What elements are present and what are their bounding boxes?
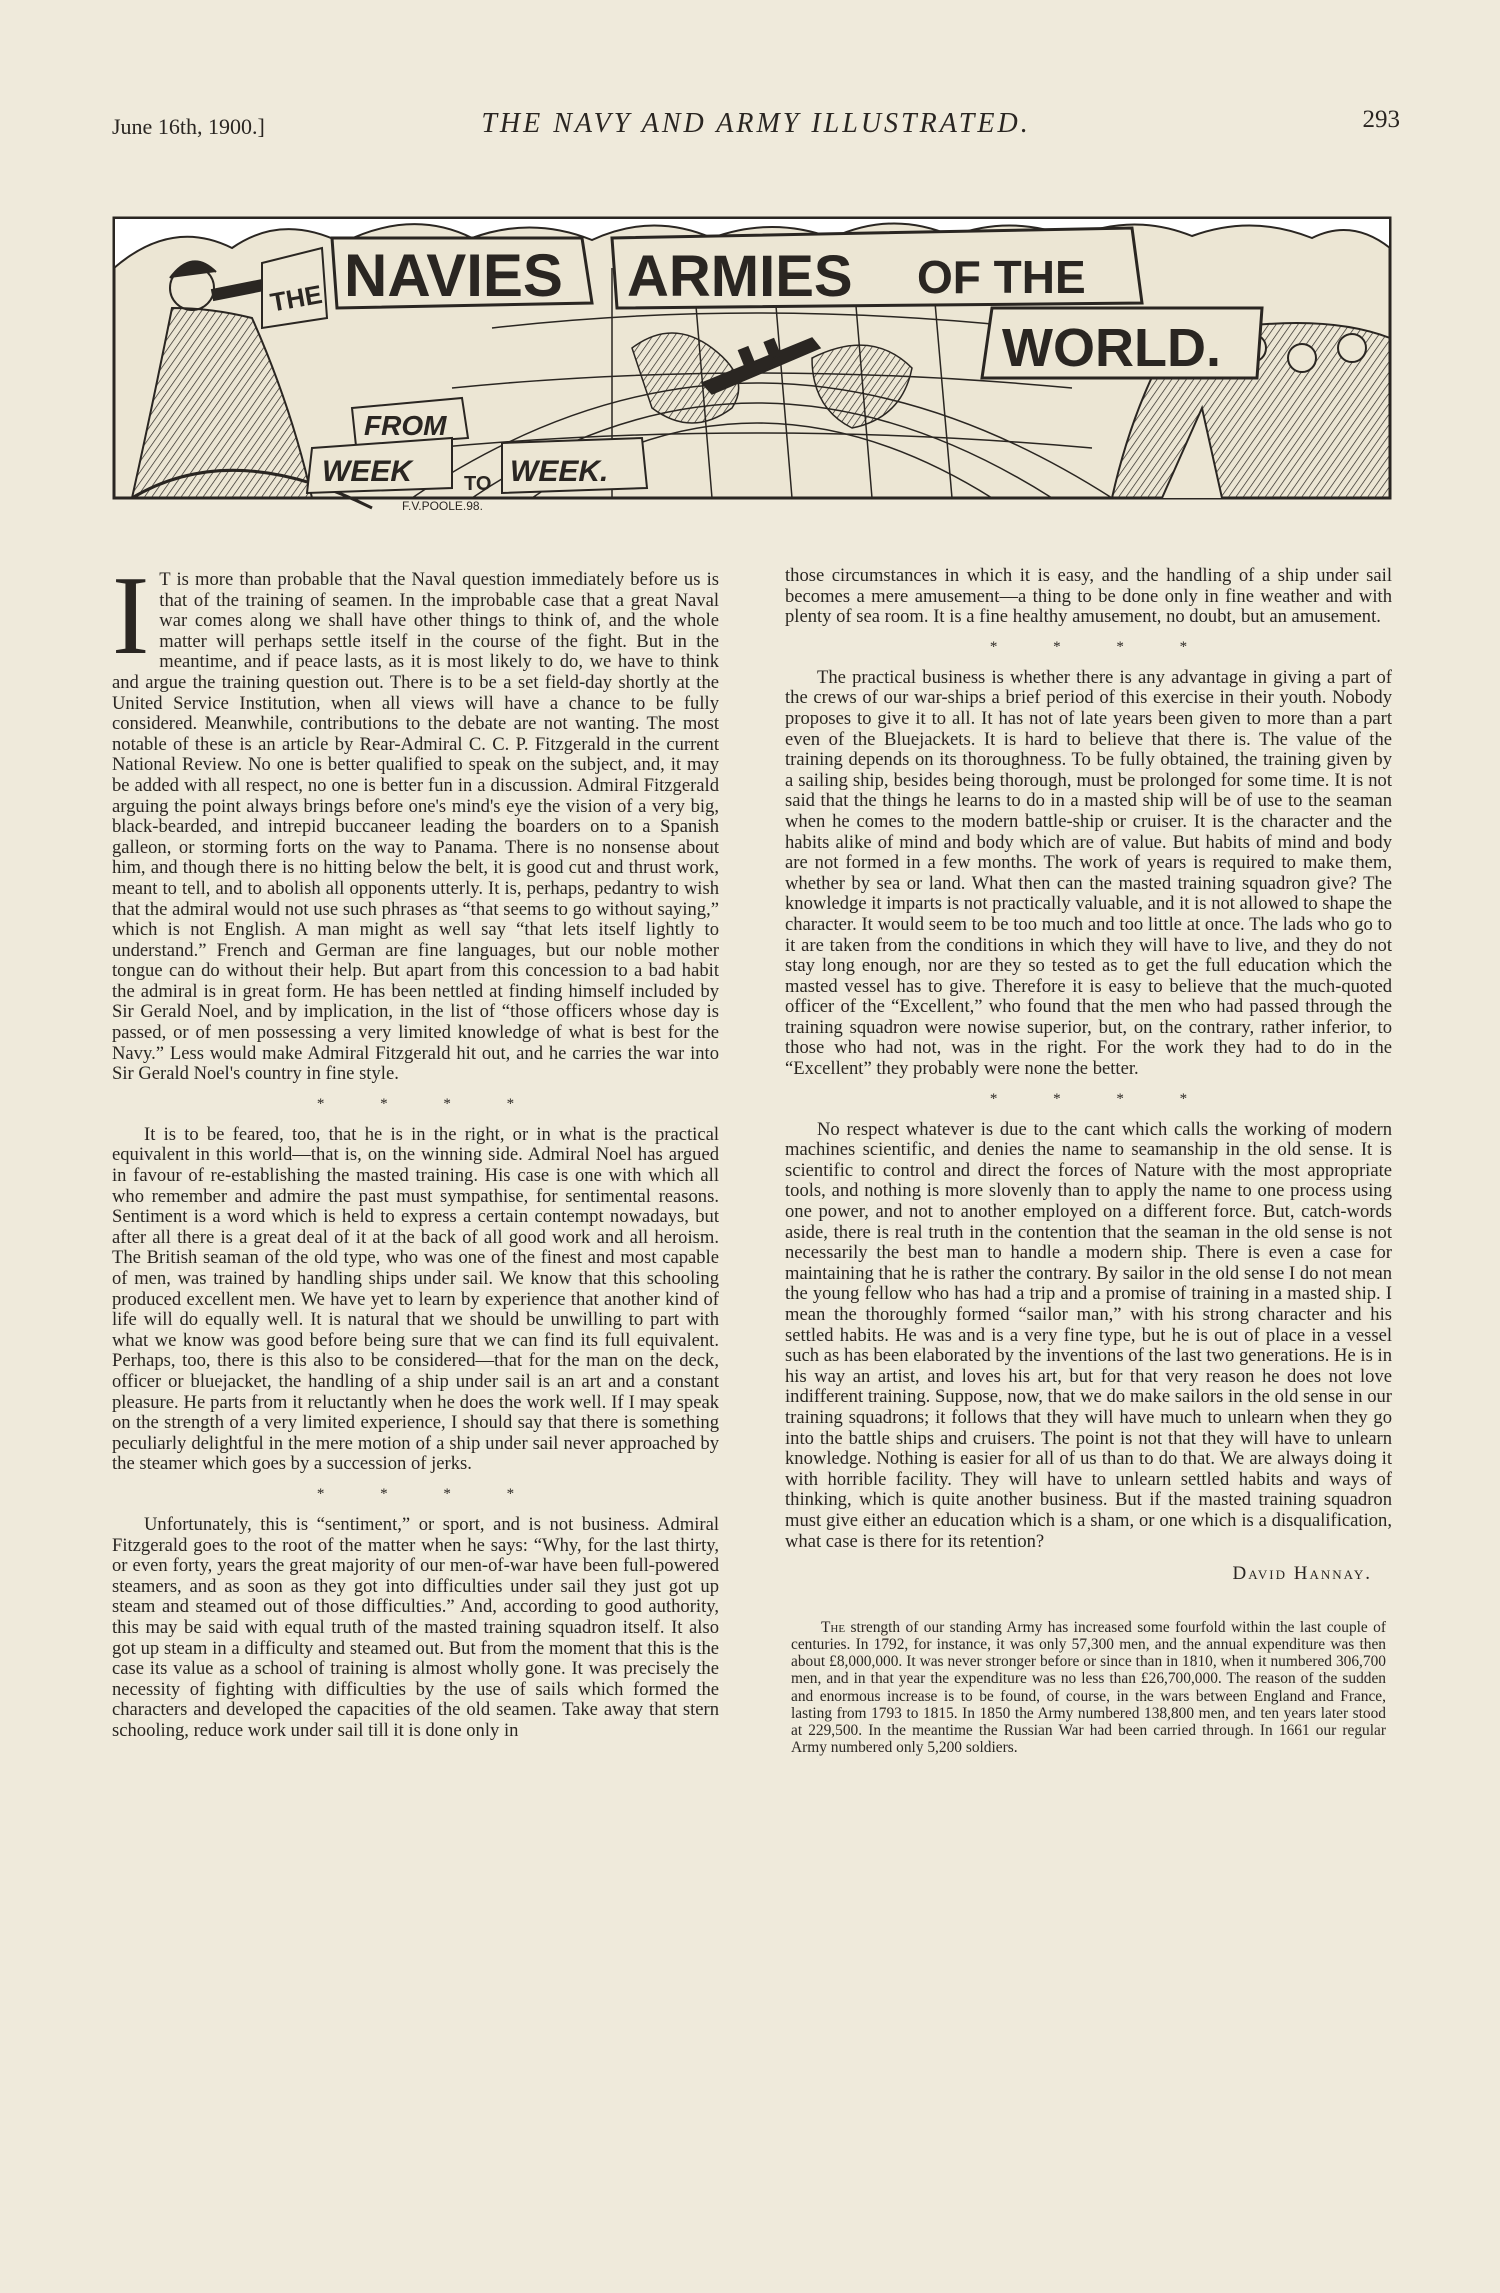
issue-date: June 16th, 1900.] xyxy=(112,114,265,139)
illustrated-banner xyxy=(112,208,1394,533)
left-column xyxy=(112,554,719,1741)
banner-word-the: THE xyxy=(267,279,325,318)
section-divider-stars: * * * * xyxy=(316,1485,541,1502)
article-paragraph-5: No respect whatever is due to the cant which calls the working of modern machines scientific, and denies the name to seamanship in the old sense. It is scientific to control and direct the forces of Nature with the most appropriate tools, and nothing is more slovenly than to apply the name to one process using one power, and not to another employed on a different force. But, catch-words aside, there is real truth in the contention that the seaman in the old sense is not necessarily the best man to handle a modern ship. There is even a case for maintaining that he is rather the contrary. By sailor in the old sense I do not mean the young fellow who has had a trip and a promise of training in a masted ship. I mean the thoroughly formed “sailor man,” with his strong character and his settled habits. He was and is a very fine type, but he is out of place in a vessel such as has been elaborated by the inventions of the last two generations. He is in his way an artist, and loves his art, but for that very reason he does not love indifferent training. Suppose, now, that we do make sailors in the old sense in our training squadrons; it follows that they will have much to unlearn when they go into the battle ships and cruisers. The point is not that they will have to unlearn knowledge. Nothing is easier for all of us than to do that. We are always doing it with horrible facility. They will have to unlearn settled habits and ways of thinking, which is quite another business. But if the masted training squadron must give either an education which is a sham, or one which is a disqualification, what case is there for its retention? xyxy=(785,1118,1392,1552)
article-paragraph-4: The practical business is whether there is any advantage in giving a part of the crews of our war-ships a brief period of this exercise in their youth. Nobody proposes to give it to all. It has not of late years been given to more than a part even of the Bluejackets. It is hard to believe that there is. The value of the training depends on its thoroughness. To be fully obtained, the training given by a sailing ship, besides being thorough, must be prolonged for some time. It is not said that the things he learns to do in a masted ship will be of use to the seaman when he comes to the modern battle-ship or cruiser. It is the character and the habits alike of mind and body which are of value. But habits of mind and body are not formed in a few months. The work of years is required to make them, whether by sea or land. What then can the masted training squadron give? The knowledge it imparts is not practically valuable, and it is not allowed to shape the character. It would seem to be too much and too little at once. The lads who go to it are taken from the conditions in which they will have to live, and they do not stay long enough, nor are they so tested as to get the full education which the masted vessel has to give. Therefore it is easy to believe that the much-quoted officer of the “Excellent,” who found that the men who had passed through the training squadron were nowise superior, but, on the contrary, rather inferior, to those who had not, was in the right. For the work they had to do in the “Excellent” they probably were none the better. xyxy=(785,666,1392,1080)
banner-word-navies: NAVIES xyxy=(344,242,563,309)
article-paragraph-1: I T is more than probable that the Naval question immediately before us is that of the training of seamen. In the improbable case that a great Naval war comes along we shall have other things to think of, and the whole matter will perhaps settle itself in the course of the fight. But in the meantime, and if peace lasts, as it is most likely to do, we have to think and argue the training question out. There is to be a set field-day shortly at the United Service Institution, when all views will have a chance to be fully considered. Meanwhile, contributions to the debate are not wanting. The most notable of these is an article by Rear-Admiral C. C. P. Fitzgerald in the current National Review. No one is better qualified to speak on the subject, and, it may be added with all respect, no one is better fun in a discussion. Admiral Fitzgerald arguing the point always brings before one's mind's eye the vision of a very big, black-bearded, and intrepid buccaneer leading the boarders on to a Spanish galleon, or storming forts on the way to Panama. There is no nonsense about him, and though there is no hitting below the belt, it is good cut and thrust work, meant to tell, and to abolish all opponents utterly. It is, perhaps, pedantry to wish that the admiral would not use such phrases as “that seems to go without saying,” which is not English. A man might as well say “that lets itself lightly to understand.” French and German are fine languages, but our noble mother tongue can do without their help. But apart from this concession to a bad habit the admiral is in great form. He has been nettled at finding himself included by Sir Gerald Noel, and by implication, in the list of “those officers whose day is passed, or of men possessing a very limited knowledge of what is best for the Navy.” Less would make Admiral Fitzgerald hit out, and he carries the war into Sir Gerald Noel's country in fine style. xyxy=(112,554,719,1085)
right-column xyxy=(785,566,1392,1756)
article-paragraph-3: Unfortunately, this is “sentiment,” or sport, and is not business. Admiral Fitzgerald goes to the root of the matter when he says: “Why, for the last thirty, or even forty, years the great majority of our men-of-war have been full-powered steamers, and as soon as they got into difficulties under sail they just got up steam and steamed out of those difficulties.” And, according to good authority, this may be said with equal truth of the masted training squadron itself. It also got up steam in a difficulty and steamed out. But from the moment that this is the case its value as a school of training is almost wholly gone. It was precisely the necessity of fighting with difficulties by the use of sails which formed the characters and developed the capacities of the old seamen. Take away that stern schooling, reduce work under sail till it is done only in xyxy=(112,1513,719,1741)
drop-cap: I xyxy=(112,554,150,678)
running-head xyxy=(112,106,1400,150)
banner-word-of-the: OF THE xyxy=(917,251,1086,303)
banner-word-week-left: WEEK xyxy=(322,455,412,488)
note-lead-word: The xyxy=(821,1618,846,1636)
banner-word-week-right: WEEK. xyxy=(510,455,609,488)
page-number: 293 xyxy=(1362,106,1400,133)
banner-word-armies: ARMIES xyxy=(627,244,853,309)
army-strength-note xyxy=(785,1619,1392,1757)
section-divider-stars: * * * * xyxy=(316,1095,541,1112)
article-paragraph-2: It is to be feared, too, that he is in the right, or in what is the practical equivalent in this world—that is, on the winning side. Admiral Noel has argued in favour of re-establishing the masted training. His case is one with which all who remember and admire the past must sympathise, for sentimental reasons. Sentiment is a word which is held to express a certain contempt nowadays, but after all there is a great deal of it at the back of all good work and all heroism. The British seaman of the old type, who was one of the finest and most capable of men, was trained by handling ships under sail. We know that this schooling produced excellent men. We have yet to learn by experience that another kind of life will do equally well. It is natural that we should be unwilling to part with what we know was good before being sure that we can find its full equivalent. Perhaps, too, there is this also to be considered—that for the man on the deck, officer or bluejacket, the handling of a ship under sail is an art and a constant pleasure. He parts from it reluctantly when he does the work well. If I may speak on the strength of a very limited experience, I should say that there is something peculiarly delightful in the mere motion of a ship under sail never approached by the steamer which goes by a succession of jerks. xyxy=(112,1123,719,1475)
publication-title: THE NAVY AND ARMY ILLUSTRATED. xyxy=(481,108,1031,139)
artist-signature: F.V.POOLE.98. xyxy=(402,499,483,513)
section-divider-stars: * * * * xyxy=(989,638,1214,655)
note-text: strength of our standing Army has increased some fourfold within the last couple of centuries. In 1792, for instance, it was only 57,300 men, and the annual expenditure was then about £8,000,000. It was never stronger before or since than in 1810, when it numbered 306,700 men, and in that year the expenditure was no less than £26,700,000. The reason of the sudden and enormous increase is to be found, of course, in the wars between England and France, lasting from 1793 to 1815. In 1850 the Army numbered 138,800 men, and ten years later stood at 229,500. In the meantime the Russian War had been carried through. In 1661 our regular Army numbered only 5,200 soldiers. xyxy=(791,1618,1386,1757)
banner-word-world: WORLD. xyxy=(1002,318,1221,378)
banner-word-to: TO xyxy=(464,473,492,495)
section-divider-stars: * * * * xyxy=(989,1090,1214,1107)
article-paragraph-3-continued: those circumstances in which it is easy, and the handling of a ship under sail becomes a mere amusement—a thing to be done only in fine weather and with plenty of sea room. It is a fine healthy amusement, no doubt, but an amusement. xyxy=(785,565,1392,628)
author-signature: David Hannay. xyxy=(1232,1563,1372,1585)
banner-word-from: FROM xyxy=(364,410,447,441)
